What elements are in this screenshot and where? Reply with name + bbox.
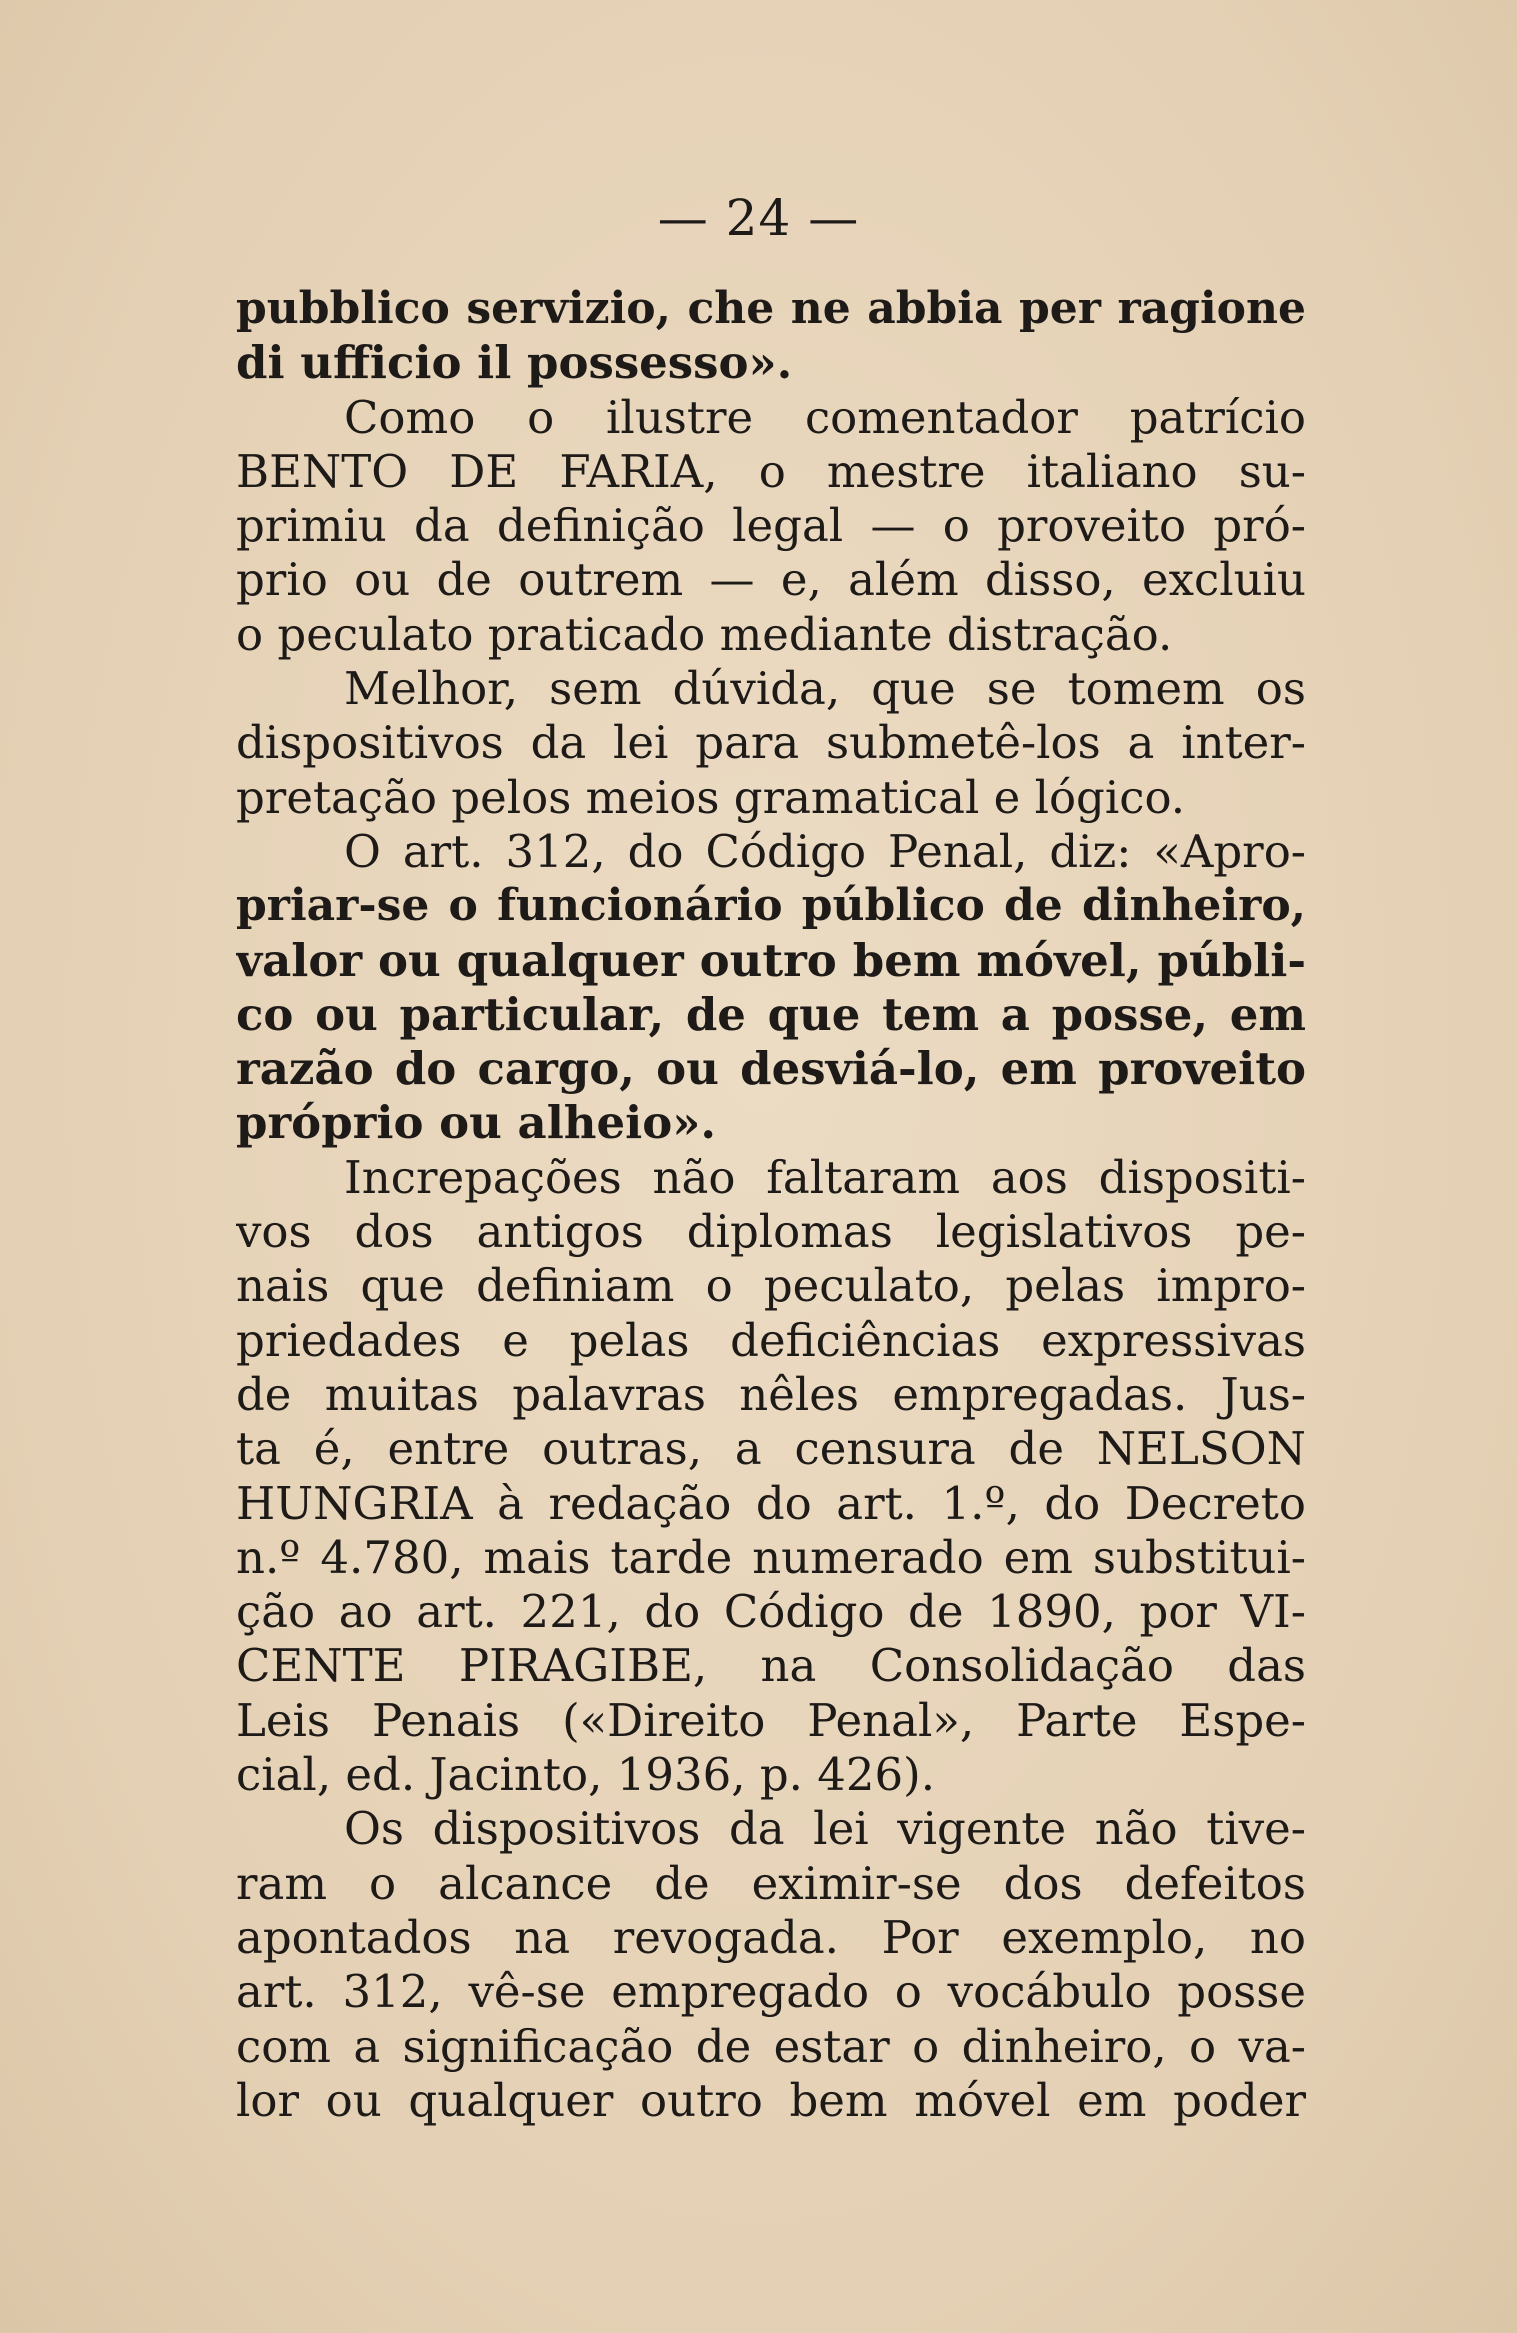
text-line: próprio ou alheio». [236, 1096, 717, 1150]
text-line: ta é, entre outras, a censura de NELSON [236, 1422, 1306, 1476]
text-line: HUNGRIA à redação do art. 1.º, do Decreto [236, 1476, 1306, 1530]
text-line: Melhor, sem dúvida, que se tomem os [344, 662, 1306, 716]
text-line: priedades e pelas deficiências expressivas [236, 1313, 1306, 1367]
text-line: primiu da definição legal — o proveito pró- [236, 499, 1306, 553]
text-line: Como o ilustre comentador patrício [344, 390, 1306, 444]
text-line: ram o alcance de eximir-se dos defeitos [236, 1856, 1306, 1910]
text-line: prio ou de outrem — e, além disso, excluiu [236, 553, 1306, 607]
text-line: o peculato praticado mediante distração. [236, 607, 1173, 661]
text-line: priar-se o funcionário público de dinheiro, [236, 880, 1306, 932]
text-line: di ufficio il possesso». [236, 336, 793, 390]
text-line: lor ou qualquer outro bem móvel em poder [236, 2073, 1306, 2127]
text-line: apontados na revogada. Por exemplo, no [236, 1910, 1306, 1964]
text-line: O art. 312, do Código Penal, diz: «Apro- [344, 824, 1306, 878]
text-line: com a significação de estar o dinheiro, o va- [236, 2019, 1306, 2073]
text-line: Leis Penais («Direito Penal», Parte Espe- [236, 1693, 1306, 1747]
text-line: pretação pelos meios gramatical e lógico. [236, 770, 1186, 824]
text-line: de muitas palavras nêles empregadas. Jus- [236, 1367, 1306, 1421]
text-line: art. 312, vê-se empregado o vocábulo posse [236, 1965, 1306, 2019]
text-line: dispositivos da lei para submetê-los a inter- [236, 716, 1306, 770]
text-line: Os dispositivos da lei vigente não tive- [344, 1802, 1306, 1856]
text-line: n.º 4.780, mais tarde numerado em substitui- [236, 1530, 1306, 1584]
text-line: co ou particular, de que tem a posse, em [236, 987, 1306, 1041]
text-line: nais que definiam o peculato, pelas impro- [236, 1259, 1306, 1313]
text-line: vos dos antigos diplomas legislativos pe- [236, 1205, 1306, 1259]
text-line: razão do cargo, ou desviá-lo, em proveito [236, 1042, 1306, 1096]
text-line: CENTE PIRAGIBE, na Consolidação das [236, 1639, 1306, 1693]
page-number: — 24 — [657, 189, 860, 247]
text-line: BENTO DE FARIA, o mestre italiano su- [236, 444, 1306, 498]
text-line: Increpações não faltaram aos dispositi- [344, 1150, 1306, 1204]
body-text [236, 282, 1306, 2128]
text-line: cial, ed. Jacinto, 1936, p. 426). [236, 1748, 935, 1802]
text-line: valor ou qualquer outro bem móvel, públi- [236, 933, 1306, 987]
text-line: ção ao art. 221, do Código de 1890, por VI- [236, 1585, 1306, 1639]
text-line: pubblico servizio, che ne abbia per ragione [236, 283, 1306, 334]
